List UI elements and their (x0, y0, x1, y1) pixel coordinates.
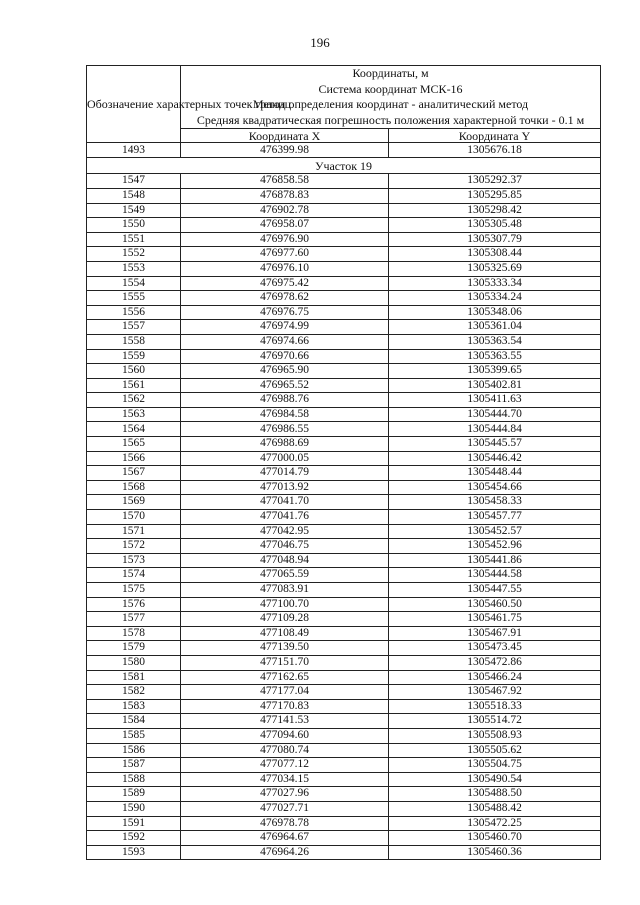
coord-y: 1305461.75 (389, 612, 601, 627)
coord-y: 1305348.06 (389, 305, 601, 320)
point-id: 1549 (87, 203, 181, 218)
point-id: 1553 (87, 261, 181, 276)
table-row (87, 451, 601, 466)
coord-x: 476978.62 (181, 291, 389, 306)
coord-x: 477041.70 (181, 495, 389, 510)
coord-x: 477151.70 (181, 655, 389, 670)
point-label-header: Обозначение характерных точек границ (87, 66, 181, 143)
table-row (87, 597, 601, 612)
table-row (87, 539, 601, 554)
point-id: 1582 (87, 685, 181, 700)
coord-x: 477027.71 (181, 801, 389, 816)
point-id: 1547 (87, 174, 181, 189)
point-id: 1563 (87, 407, 181, 422)
coord-x: 476970.66 (181, 349, 389, 364)
coord-x: 477141.53 (181, 714, 389, 729)
coord-x: 476878.83 (181, 188, 389, 203)
coord-y: 1305460.50 (389, 597, 601, 612)
point-id: 1580 (87, 655, 181, 670)
coord-y: 1305454.66 (389, 480, 601, 495)
table-row (87, 510, 601, 525)
table-row (87, 276, 601, 291)
point-id: 1552 (87, 247, 181, 262)
coord-y: 1305458.33 (389, 495, 601, 510)
point-id: 1578 (87, 626, 181, 641)
table-row (87, 407, 601, 422)
coord-y: 1305472.86 (389, 655, 601, 670)
coord-y: 1305472.25 (389, 816, 601, 831)
point-id: 1575 (87, 583, 181, 598)
coord-y: 1305447.55 (389, 583, 601, 598)
point-id: 1556 (87, 305, 181, 320)
table-row (87, 203, 601, 218)
point-id: 1593 (87, 845, 181, 860)
coord-y: 1305467.91 (389, 626, 601, 641)
point-id: 1554 (87, 276, 181, 291)
coord-y: 1305452.96 (389, 539, 601, 554)
point-id: 1493 (87, 143, 181, 158)
point-id: 1586 (87, 743, 181, 758)
table-row (87, 261, 601, 276)
coord-y: 1305307.79 (389, 232, 601, 247)
coords-title: Координаты, м (352, 66, 429, 80)
point-id: 1583 (87, 699, 181, 714)
coord-x: 476958.07 (181, 218, 389, 233)
coord-x: 477041.76 (181, 510, 389, 525)
coord-y: 1305518.33 (389, 699, 601, 714)
table-row (87, 247, 601, 262)
point-id: 1560 (87, 364, 181, 379)
coord-y: 1305402.81 (389, 378, 601, 393)
coord-y: 1305460.70 (389, 831, 601, 846)
coordinate-system: Система координат МСК-16 (318, 81, 463, 96)
coord-y: 1305308.44 (389, 247, 601, 262)
table-row (87, 583, 601, 598)
coord-x: 477109.28 (181, 612, 389, 627)
point-id: 1551 (87, 232, 181, 247)
accuracy-note: Средняя квадратическая погрешность положения характерной точки - 0.1 м (196, 112, 585, 127)
coord-x: 476974.99 (181, 320, 389, 335)
point-id: 1565 (87, 437, 181, 452)
point-id: 1585 (87, 728, 181, 743)
determination-method: Метод определения координат - аналитический метод (252, 97, 529, 112)
coord-x: 476858.58 (181, 174, 389, 189)
point-id: 1579 (87, 641, 181, 656)
point-id: 1561 (87, 378, 181, 393)
table-row (87, 553, 601, 568)
table-row (87, 772, 601, 787)
coord-x: 476964.67 (181, 831, 389, 846)
coord-y: 1305445.57 (389, 437, 601, 452)
coord-y: 1305333.34 (389, 276, 601, 291)
point-id: 1570 (87, 510, 181, 525)
point-id: 1584 (87, 714, 181, 729)
coord-x: 477042.95 (181, 524, 389, 539)
coord-x: 476976.90 (181, 232, 389, 247)
coord-x: 477170.83 (181, 699, 389, 714)
section-title: Участок 19 (87, 158, 601, 174)
table-row (87, 787, 601, 802)
table-row (87, 728, 601, 743)
coord-x: 477083.91 (181, 583, 389, 598)
coord-y: 1305457.77 (389, 510, 601, 525)
point-id: 1591 (87, 816, 181, 831)
coord-y: 1305504.75 (389, 758, 601, 773)
table-row (87, 641, 601, 656)
coord-y: 1305363.55 (389, 349, 601, 364)
coord-x: 477014.79 (181, 466, 389, 481)
point-id: 1559 (87, 349, 181, 364)
coord-y: 1305460.36 (389, 845, 601, 860)
table-row (87, 364, 601, 379)
coord-x: 476975.42 (181, 276, 389, 291)
coord-y: 1305676.18 (389, 143, 601, 158)
coord-x: 477139.50 (181, 641, 389, 656)
point-id: 1562 (87, 393, 181, 408)
table-row (87, 801, 601, 816)
coord-x: 476964.26 (181, 845, 389, 860)
table-row (87, 305, 601, 320)
point-id: 1592 (87, 831, 181, 846)
point-id: 1557 (87, 320, 181, 335)
table-row (87, 378, 601, 393)
point-id: 1558 (87, 334, 181, 349)
table-row (87, 845, 601, 860)
coord-y: 1305363.54 (389, 334, 601, 349)
point-id: 1573 (87, 553, 181, 568)
coord-x: 476988.76 (181, 393, 389, 408)
coord-y: 1305488.50 (389, 787, 601, 802)
coord-x: 477162.65 (181, 670, 389, 685)
coord-y: 1305325.69 (389, 261, 601, 276)
point-id: 1588 (87, 772, 181, 787)
coord-y: 1305508.93 (389, 728, 601, 743)
coord-x: 477094.60 (181, 728, 389, 743)
coord-y: 1305490.54 (389, 772, 601, 787)
coord-x: 476399.98 (181, 143, 389, 158)
table-row (87, 743, 601, 758)
point-id: 1555 (87, 291, 181, 306)
table-row (87, 568, 601, 583)
table-header-row (87, 66, 601, 129)
coord-x: 477065.59 (181, 568, 389, 583)
coord-x: 476965.90 (181, 364, 389, 379)
coord-x: 476986.55 (181, 422, 389, 437)
coord-x: 476988.69 (181, 437, 389, 452)
point-id: 1568 (87, 480, 181, 495)
table-row (87, 232, 601, 247)
point-id: 1589 (87, 787, 181, 802)
table-row (87, 291, 601, 306)
coord-x: 476977.60 (181, 247, 389, 262)
table-row (87, 816, 601, 831)
table-row (87, 495, 601, 510)
coord-x: 476984.58 (181, 407, 389, 422)
point-id: 1569 (87, 495, 181, 510)
coord-x: 477000.05 (181, 451, 389, 466)
coord-x: 476965.52 (181, 378, 389, 393)
table-row (87, 612, 601, 627)
coord-y: 1305452.57 (389, 524, 601, 539)
table-row (87, 524, 601, 539)
coord-y: 1305446.42 (389, 451, 601, 466)
coord-x: 477108.49 (181, 626, 389, 641)
coord-x: 477077.12 (181, 758, 389, 773)
point-id: 1587 (87, 758, 181, 773)
column-header-y: Координата Y (389, 129, 601, 143)
table-row (87, 831, 601, 846)
column-header-x: Координата X (181, 129, 389, 143)
point-id: 1571 (87, 524, 181, 539)
coord-y: 1305514.72 (389, 714, 601, 729)
page-number: 196 (310, 35, 330, 50)
coord-y: 1305467.92 (389, 685, 601, 700)
coord-y: 1305334.24 (389, 291, 601, 306)
coord-y: 1305441.86 (389, 553, 601, 568)
point-id: 1576 (87, 597, 181, 612)
coord-x: 477046.75 (181, 539, 389, 554)
table-row (87, 393, 601, 408)
point-id: 1574 (87, 568, 181, 583)
coord-y: 1305505.62 (389, 743, 601, 758)
coord-y: 1305295.85 (389, 188, 601, 203)
point-id: 1581 (87, 670, 181, 685)
point-id: 1577 (87, 612, 181, 627)
table-row (87, 188, 601, 203)
coord-y: 1305444.84 (389, 422, 601, 437)
table-row (87, 685, 601, 700)
table-row (87, 758, 601, 773)
coord-x: 477100.70 (181, 597, 389, 612)
table-row (87, 349, 601, 364)
table-row (87, 320, 601, 335)
coord-y: 1305399.65 (389, 364, 601, 379)
coord-y: 1305361.04 (389, 320, 601, 335)
table-row (87, 422, 601, 437)
table-row (87, 143, 601, 158)
coord-x: 476976.10 (181, 261, 389, 276)
coord-y: 1305473.45 (389, 641, 601, 656)
table-row (87, 714, 601, 729)
coord-y: 1305305.48 (389, 218, 601, 233)
point-id: 1566 (87, 451, 181, 466)
table-row (87, 480, 601, 495)
point-id: 1572 (87, 539, 181, 554)
coordinates-table-body (87, 66, 601, 860)
coordinates-table (86, 65, 601, 860)
table-row (87, 699, 601, 714)
coord-x: 476978.78 (181, 816, 389, 831)
coord-y: 1305444.58 (389, 568, 601, 583)
coord-x: 476976.75 (181, 305, 389, 320)
coord-x: 476974.66 (181, 334, 389, 349)
table-row (87, 655, 601, 670)
table-row (87, 437, 601, 452)
coord-y: 1305292.37 (389, 174, 601, 189)
table-row (87, 626, 601, 641)
section-row (87, 158, 601, 174)
coord-y: 1305444.70 (389, 407, 601, 422)
point-id: 1590 (87, 801, 181, 816)
coord-x: 477034.15 (181, 772, 389, 787)
coord-x: 477080.74 (181, 743, 389, 758)
coord-y: 1305466.24 (389, 670, 601, 685)
coord-y: 1305448.44 (389, 466, 601, 481)
table-row (87, 670, 601, 685)
coord-x: 477013.92 (181, 480, 389, 495)
point-id: 1567 (87, 466, 181, 481)
point-id: 1564 (87, 422, 181, 437)
point-id: 1548 (87, 188, 181, 203)
coord-x: 477027.96 (181, 787, 389, 802)
coord-y: 1305488.42 (389, 801, 601, 816)
coord-x: 477048.94 (181, 553, 389, 568)
table-row (87, 218, 601, 233)
coord-y: 1305298.42 (389, 203, 601, 218)
coord-y: 1305411.63 (389, 393, 601, 408)
table-row (87, 334, 601, 349)
coord-x: 477177.04 (181, 685, 389, 700)
point-id: 1550 (87, 218, 181, 233)
table-row (87, 466, 601, 481)
table-row (87, 174, 601, 189)
coord-x: 476902.78 (181, 203, 389, 218)
